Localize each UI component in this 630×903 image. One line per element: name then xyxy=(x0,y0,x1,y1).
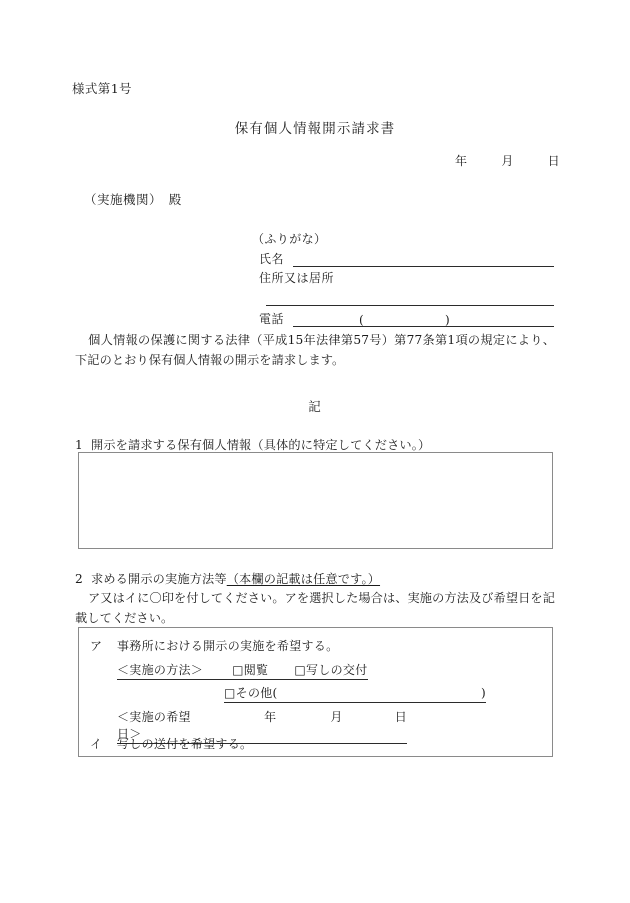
date-month-label: 月 xyxy=(501,154,514,168)
section-2-heading xyxy=(75,570,380,587)
legal-basis-paragraph xyxy=(75,331,555,371)
wish-date-label: ＜実施の希望日＞ xyxy=(117,710,191,741)
section-2-heading-text: 求める開示の実施方法等 xyxy=(91,572,227,586)
phone-label: 電話 xyxy=(259,312,285,326)
option-a-text: 事務所における開示の実施を希望する。 xyxy=(117,639,339,653)
method-row xyxy=(117,661,368,680)
address-input-rule[interactable] xyxy=(266,286,554,306)
option-a-mark[interactable]: ア xyxy=(90,639,103,653)
section-2-options-box xyxy=(78,627,553,757)
wish-date-year: 年 xyxy=(264,710,277,724)
name-field-row xyxy=(252,250,554,267)
legal-basis-text: 個人情報の保護に関する法律（平成15年法律第57号）第77条第1項の規定により、下記のとおり保有個人情報の開示を請求します。 xyxy=(75,333,555,367)
phone-field-row xyxy=(252,310,554,327)
section-2-instruction xyxy=(75,589,555,629)
phone-paren-close: ) xyxy=(445,313,451,327)
date-year-label: 年 xyxy=(455,154,468,168)
wish-date-month: 月 xyxy=(330,710,343,724)
section-2-instruction-text: ア又はイに〇印を付してください。アを選択した場合は、実施の方法及び希望日を記載してください。 xyxy=(75,591,555,625)
date-day-label: 日 xyxy=(547,154,560,168)
document-title: 保有個人情報開示請求書 xyxy=(234,121,396,137)
section-2-number: 2 xyxy=(75,572,83,586)
name-input-rule[interactable] xyxy=(293,253,554,267)
checkbox-browse[interactable]: □閲覧 xyxy=(232,663,269,677)
ki-marker: 記 xyxy=(308,399,322,414)
date-row xyxy=(455,152,560,169)
address-label: 住所又は居所 xyxy=(259,271,335,285)
section-1-heading xyxy=(75,436,430,453)
name-label: 氏名 xyxy=(259,252,285,266)
applicant-info-block xyxy=(252,230,554,327)
section-1-number: 1 xyxy=(75,438,83,452)
other-paren-close: ) xyxy=(481,686,486,700)
phone-paren-open: ( xyxy=(359,313,365,327)
form-number: 様式第1号 xyxy=(72,81,132,96)
furigana-label: （ふりがな） xyxy=(252,232,327,246)
phone-input-rule[interactable] xyxy=(293,312,554,327)
other-method-row xyxy=(224,684,486,703)
wish-date-day: 日 xyxy=(394,710,407,724)
recipient-agency: （実施機関） 殿 xyxy=(84,192,182,207)
checkbox-other[interactable]: □その他( xyxy=(224,686,278,700)
section-1-entry-box[interactable] xyxy=(78,452,553,549)
section-2-heading-note: （本欄の記載は任意です。） xyxy=(226,572,381,586)
method-label: ＜実施の方法＞ xyxy=(117,663,204,677)
option-b-text: 写しの送付を希望する。 xyxy=(117,737,253,751)
option-b-mark[interactable]: イ xyxy=(90,737,103,751)
section-1-heading-text: 開示を請求する保有個人情報（具体的に特定してください。） xyxy=(91,438,431,452)
checkbox-copy-delivery[interactable]: □写しの交付 xyxy=(294,663,368,677)
